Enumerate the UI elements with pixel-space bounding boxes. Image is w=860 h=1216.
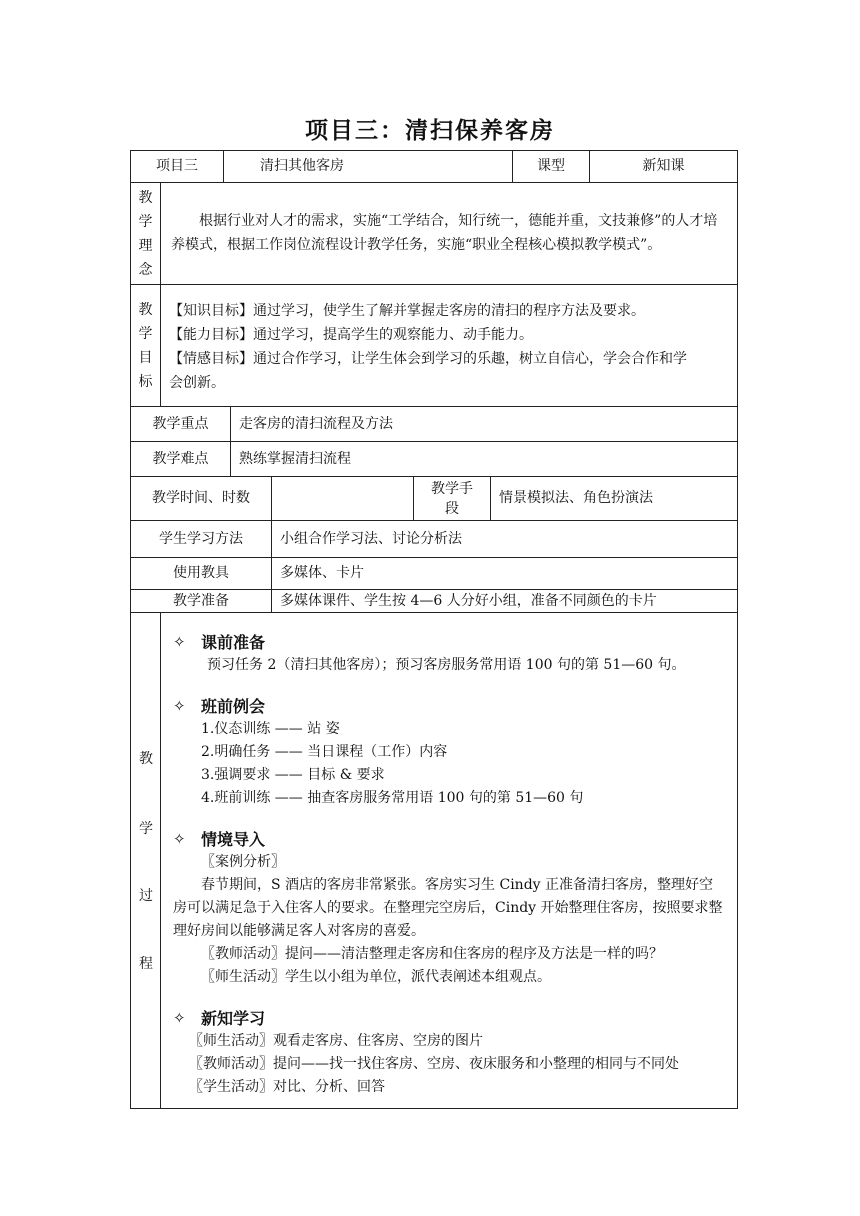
key-point-label-cell bbox=[130, 406, 231, 442]
philosophy-label-char: 教 bbox=[138, 189, 153, 206]
process-label-char: 程 bbox=[139, 956, 153, 972]
teacher-student-activity: 〖师生活动〗学生以小组为单位，派代表阐述本组观点。 bbox=[201, 969, 551, 985]
diamond-bullet-icon: ✧ bbox=[173, 1009, 186, 1027]
ability-objective: 【能力目标】通过学习，提高学生的观察能力、动手能力。 bbox=[169, 327, 533, 343]
means-label-1: 教学手 bbox=[431, 480, 473, 497]
page-title: 项目三：清扫保养客房 bbox=[305, 117, 555, 144]
project-name: 清扫其他客房 bbox=[260, 158, 344, 174]
section-heading-pre bbox=[173, 631, 723, 654]
means-value: 情景模拟法、角色扮演法 bbox=[499, 490, 653, 506]
project-name-cell bbox=[223, 150, 513, 183]
diamond-bullet-icon: ✧ bbox=[173, 633, 186, 651]
teacher-activity: 〖教师活动〗提问——清洁整理走客房和住客房的程序及方法是一样的吗？ bbox=[201, 946, 663, 962]
difficulty-value: 熟练掌握清扫流程 bbox=[239, 450, 351, 467]
tools-value: 多媒体、卡片 bbox=[280, 565, 364, 581]
difficulty-label: 教学难点 bbox=[152, 450, 209, 467]
meeting-item: 3.强调要求 —— 目标 & 要求 bbox=[201, 767, 385, 783]
objectives-label-char: 标 bbox=[138, 373, 153, 390]
process-content-cell bbox=[160, 612, 738, 1109]
scenario-heading: 情境导入 bbox=[201, 830, 266, 849]
new-item: 〖教师活动〗提问——找一找住客房、空房、夜床服务和小整理的相同与不同处 bbox=[189, 1056, 679, 1072]
diamond-bullet-icon: ✧ bbox=[173, 697, 186, 715]
objectives-label-char: 学 bbox=[138, 325, 153, 342]
meeting-heading: 班前例会 bbox=[201, 697, 266, 716]
method-value-cell bbox=[271, 520, 738, 558]
case-text: 春节期间，S 酒店的客房非常紧张。客房实习生 Cindy 正准备清扫客房，整理好空房可以满足急于入住客人的要求。在整理完空房后，Cindy 开始整理住客房，按照要求整理好房间以能够满足客人对客房的喜爱。 bbox=[173, 877, 723, 939]
key-point-value: 走客房的清扫流程及方法 bbox=[239, 415, 393, 432]
key-point-label: 教学重点 bbox=[152, 415, 209, 432]
pre-heading: 课前准备 bbox=[201, 633, 266, 652]
meeting-item: 1.仪态训练 —— 站 姿 bbox=[201, 721, 340, 737]
method-value: 小组合作学习法、讨论分析法 bbox=[280, 530, 462, 547]
key-point-value-cell bbox=[230, 406, 738, 442]
philosophy-text-cell bbox=[160, 182, 738, 285]
objectives-label-char: 教 bbox=[138, 301, 153, 318]
tools-value-cell bbox=[271, 557, 738, 590]
knowledge-objective: 【知识目标】通过学习，使学生了解并掌握走客房的清扫的程序方法及要求。 bbox=[169, 303, 645, 319]
new-heading: 新知学习 bbox=[201, 1009, 266, 1028]
type-value-cell bbox=[589, 150, 738, 183]
process-label-char: 学 bbox=[139, 821, 153, 837]
objectives-label-char: 目 bbox=[138, 349, 153, 366]
prep-label-cell bbox=[130, 589, 272, 613]
project-label-cell bbox=[130, 150, 224, 183]
difficulty-value-cell bbox=[230, 441, 738, 477]
emotion-objective-cont: 会创新。 bbox=[169, 375, 225, 391]
new-item: 〖学生活动〗对比、分析、回答 bbox=[189, 1079, 385, 1095]
method-label-cell bbox=[130, 520, 272, 558]
section-heading-scenario bbox=[173, 828, 723, 851]
philosophy-label-char: 理 bbox=[138, 237, 153, 254]
meeting-item: 4.班前训练 —— 抽查客房服务常用语 100 句的第 51—60 句 bbox=[201, 790, 584, 806]
case-label: 〖案例分析〗 bbox=[201, 854, 285, 870]
time-label: 教学时间、时数 bbox=[152, 490, 250, 506]
philosophy-label-char: 学 bbox=[138, 213, 153, 230]
diamond-bullet-icon: ✧ bbox=[173, 830, 186, 848]
objectives-label-cell bbox=[130, 284, 161, 407]
project-label: 项目三 bbox=[156, 158, 198, 174]
philosophy-label-char: 念 bbox=[138, 261, 153, 278]
philosophy-label-cell bbox=[130, 182, 161, 285]
difficulty-label-cell bbox=[130, 441, 231, 477]
means-value-cell bbox=[490, 476, 738, 521]
tools-label-cell bbox=[130, 557, 272, 590]
prep-value: 多媒体课件、学生按 4—6 人分好小组，准备不同颜色的卡片 bbox=[280, 592, 657, 609]
time-value-cell bbox=[271, 476, 414, 521]
prep-value-cell bbox=[271, 589, 738, 613]
pre-text: 预习任务 2（清扫其他客房）；预习客房服务常用语 100 句的第 51—60 句。 bbox=[207, 657, 686, 673]
process-label-char: 过 bbox=[139, 888, 153, 904]
meeting-item: 2.明确任务 —— 当日课程（工作）内容 bbox=[201, 744, 448, 760]
type-value: 新知课 bbox=[642, 158, 685, 174]
emotion-objective: 【情感目标】通过合作学习，让学生体会到学习的乐趣，树立自信心，学会合作和学 bbox=[169, 351, 687, 367]
objectives-text-cell bbox=[160, 284, 738, 407]
section-heading-new bbox=[173, 1007, 723, 1030]
time-label-cell bbox=[130, 476, 272, 521]
philosophy-text: 根据行业对人才的需求，实施“工学结合，知行统一，德能并重，文技兼修”的人才培养模式，根据工作岗位流程设计教学任务，实施“职业全程核心模拟教学模式”。 bbox=[171, 213, 718, 253]
process-label-cell bbox=[130, 612, 161, 1109]
section-heading-meeting bbox=[173, 695, 723, 718]
prep-label: 教学准备 bbox=[173, 592, 229, 609]
tools-label: 使用教具 bbox=[173, 565, 229, 581]
type-label: 课型 bbox=[537, 158, 565, 174]
method-label: 学生学习方法 bbox=[159, 530, 243, 547]
means-label-cell bbox=[413, 476, 491, 521]
process-label-char: 教 bbox=[139, 751, 153, 767]
means-label-2: 段 bbox=[445, 500, 459, 517]
type-label-cell bbox=[512, 150, 590, 183]
new-item: 〖师生活动〗观看走客房、住客房、空房的图片 bbox=[189, 1033, 483, 1049]
